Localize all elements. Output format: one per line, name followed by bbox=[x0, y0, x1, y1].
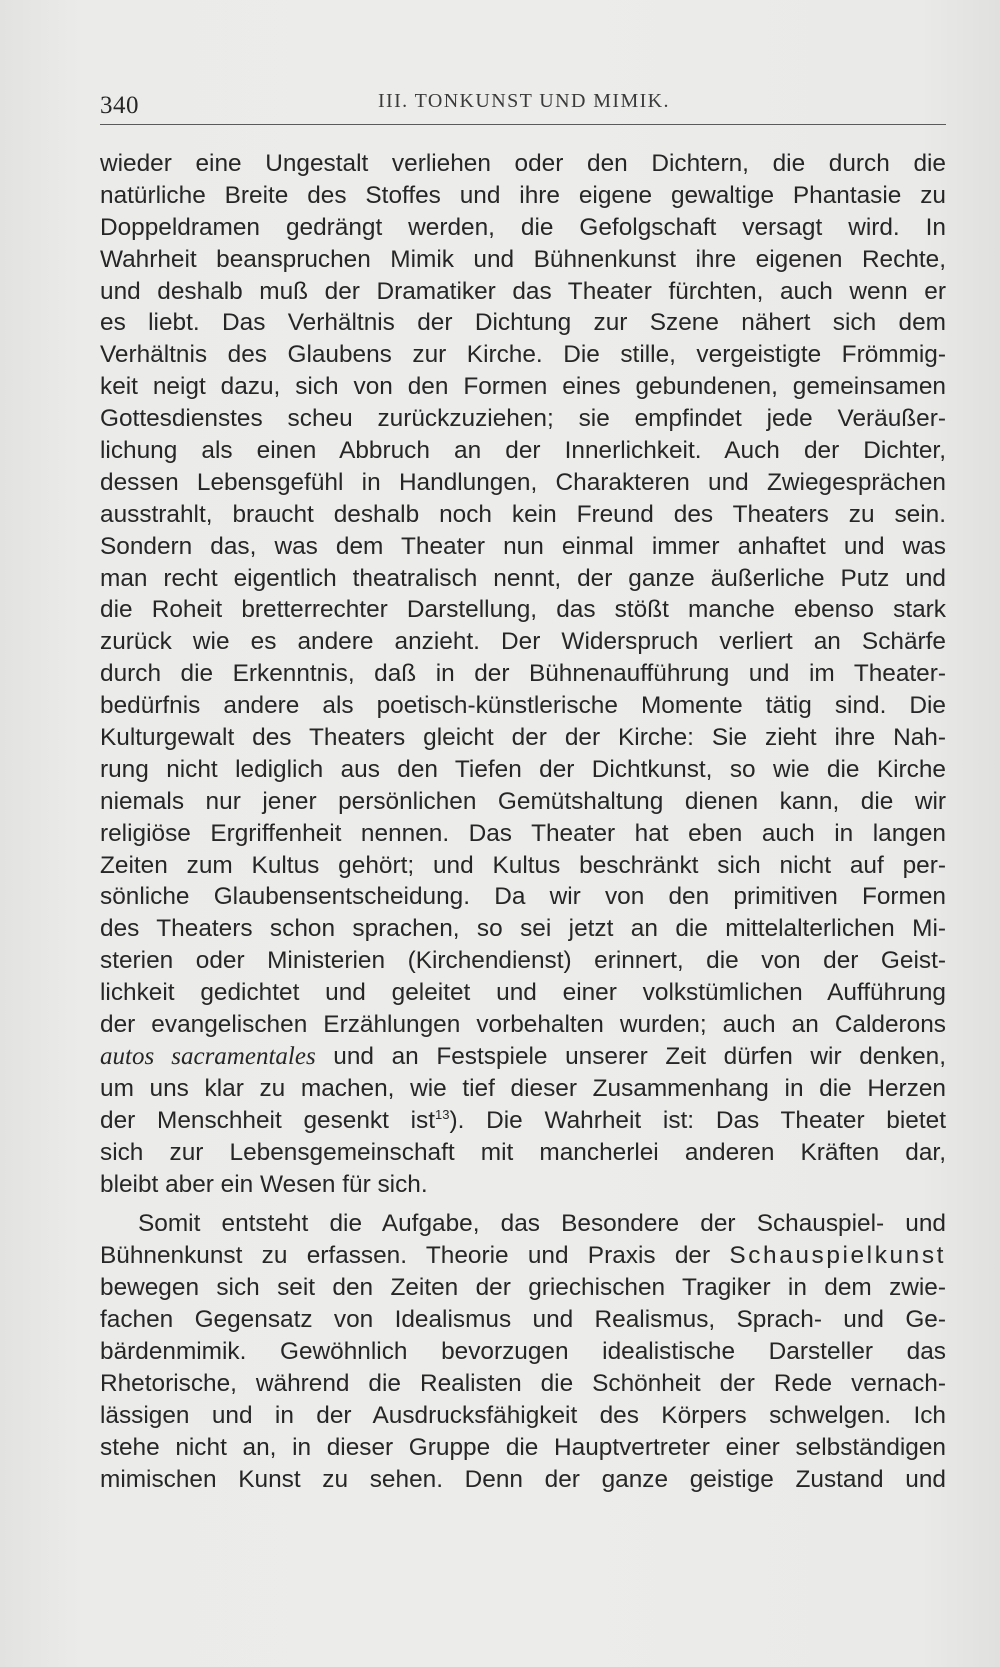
text-line: Rhetorische, während die Realisten die Schönheit der Rede vernach- bbox=[100, 1369, 946, 1397]
text-line: man recht eigentlich theatralisch nennt, der ganze äußerliche Putz und bbox=[100, 564, 946, 592]
text-line: stehe nicht an, in dieser Gruppe die Hauptvertreter einer selbständigen bbox=[100, 1433, 946, 1461]
text-line: fachen Gegensatz von Idealismus und Realismus, Sprach- und Ge- bbox=[100, 1306, 946, 1334]
running-title: III. TONKUNST UND MIMIK. bbox=[378, 90, 670, 112]
footnote-reference: 13 bbox=[435, 1106, 450, 1122]
text-line: des Theaters schon sprachen, so sei jetzt an die mittelalterlichen Mi- bbox=[100, 915, 946, 943]
text-line: mimischen Kunst zu sehen. Denn der ganze geistige Zustand und bbox=[100, 1465, 946, 1493]
text-line: zurück wie es andere anzieht. Der Widerspruch verliert an Schärfe bbox=[100, 628, 946, 656]
paragraph-1 bbox=[100, 148, 946, 1041]
text-line: Wahrheit beanspruchen Mimik und Bühnenkunst ihre eigenen Rechte, bbox=[100, 245, 946, 273]
text-line-segment: und an Festspiele unserer Zeit dürfen wir denken, bbox=[315, 1042, 946, 1070]
text-line: die Roheit bretterrechter Darstellung, das stößt manche ebenso stark bbox=[100, 596, 946, 624]
text-line: dessen Lebensgefühl in Handlungen, Charakteren und Zwiegesprächen bbox=[100, 468, 946, 496]
text-line: der evangelischen Erzählungen vorbehalten wurden; auch an Calderons bbox=[100, 1011, 946, 1039]
body-text bbox=[100, 148, 946, 1495]
text-line-segment: ). Die Wahrheit ist: Das Theater bietet bbox=[449, 1106, 946, 1134]
emphasized-term: Schauspielkunst bbox=[729, 1242, 946, 1270]
paragraph-gap bbox=[100, 1200, 946, 1208]
header-rule bbox=[100, 124, 946, 125]
italic-term: autos sacramentales bbox=[100, 1042, 316, 1070]
text-line-paragraph-start: Somit entsteht die Aufgabe, das Besondere der Schauspiel- und bbox=[138, 1210, 946, 1238]
text-line: sich zur Lebensgemeinschaft mit mancherlei anderen Kräften dar, bbox=[100, 1138, 946, 1166]
text-line: Gottesdienstes scheu zurückzuziehen; sie empfindet jede Veräußer- bbox=[100, 405, 946, 433]
text-line: Kulturgewalt des Theaters gleicht der der Kirche: Sie zieht ihre Nah- bbox=[100, 724, 946, 752]
text-line: Zeiten zum Kultus gehört; und Kultus beschränkt sich nicht auf per- bbox=[100, 851, 946, 879]
text-line-segment: der Menschheit gesenkt ist bbox=[100, 1106, 436, 1134]
text-line: Doppeldramen gedrängt werden, die Gefolgschaft versagt wird. In bbox=[100, 213, 946, 241]
text-line: Sondern das, was dem Theater nun einmal immer anhaftet und was bbox=[100, 532, 946, 560]
paragraph-2 bbox=[100, 1272, 946, 1495]
text-line-paragraph-end: bleibt aber ein Wesen für sich. bbox=[100, 1170, 428, 1198]
text-line: natürliche Breite des Stoffes und ihre eigene gewaltige Phantasie zu bbox=[100, 181, 946, 209]
page-number: 340 bbox=[100, 92, 139, 119]
text-line: lichung als einen Abbruch an der Innerlichkeit. Auch der Dichter, bbox=[100, 437, 946, 465]
text-line: bärdenmimik. Gewöhnlich bevorzugen idealistische Darsteller das bbox=[100, 1337, 946, 1365]
text-line: keit neigt dazu, sich von den Formen eines gebundenen, gemeinsamen bbox=[100, 373, 946, 401]
text-line: ausstrahlt, braucht deshalb noch kein Freund des Theaters zu sein. bbox=[100, 500, 946, 528]
text-line: durch die Erkenntnis, daß in der Bühnenaufführung und im Theater- bbox=[100, 660, 946, 688]
text-line: lichkeit gedichtet und geleitet und einer volkstümlichen Aufführung bbox=[100, 979, 946, 1007]
text-line: Verhältnis des Glaubens zur Kirche. Die stille, vergeistigte Frömmig- bbox=[100, 341, 946, 369]
text-line: religiöse Ergriffenheit nennen. Das Theater hat eben auch in langen bbox=[100, 819, 946, 847]
text-line: lässigen und in der Ausdrucksfähigkeit des Körpers schwelgen. Ich bbox=[100, 1401, 946, 1429]
text-line: und deshalb muß der Dramatiker das Theater fürchten, auch wenn er bbox=[100, 277, 946, 305]
text-line: wieder eine Ungestalt verliehen oder den Dichtern, die durch die bbox=[100, 150, 946, 177]
text-line: sönliche Glaubensentscheidung. Da wir von den primitiven Formen bbox=[100, 883, 946, 911]
text-line-footnote bbox=[100, 1105, 946, 1137]
text-line: bedürfnis andere als poetisch-künstlerische Momente tätig sind. Die bbox=[100, 692, 946, 720]
text-line: niemals nur jener persönlichen Gemütshaltung dienen kann, die wir bbox=[100, 787, 946, 815]
text-line: rung nicht lediglich aus den Tiefen der Dichtkunst, so wie die Kirche bbox=[100, 755, 946, 783]
page-header bbox=[100, 86, 946, 126]
text-line: sterien oder Ministerien (Kirchendienst) erinnert, die von der Geist- bbox=[100, 947, 946, 975]
text-line-theorie bbox=[100, 1240, 946, 1272]
text-line: es liebt. Das Verhältnis der Dichtung zur Szene nähert sich dem bbox=[100, 309, 946, 337]
text-line: bewegen sich seit den Zeiten der griechischen Tragiker in dem zwie- bbox=[100, 1274, 946, 1302]
text-line-segment: Bühnenkunst zu erfassen. Theorie und Praxis der bbox=[100, 1242, 730, 1270]
text-line: um uns klar zu machen, wie tief dieser Zusammenhang in die Herzen bbox=[100, 1074, 946, 1102]
text-line-autos bbox=[100, 1041, 946, 1073]
